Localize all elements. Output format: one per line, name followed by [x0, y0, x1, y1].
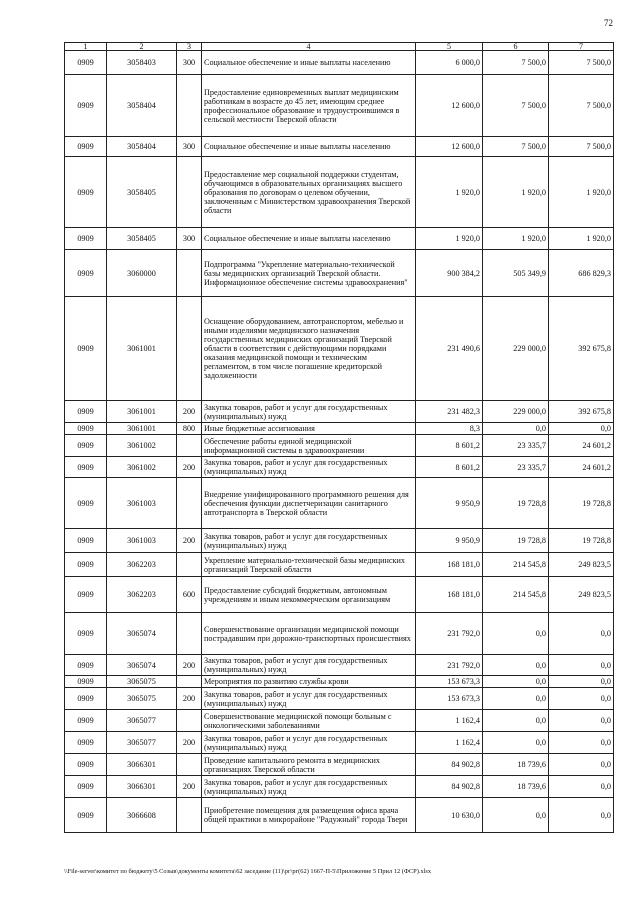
amount-col5: 9 950,9 [416, 529, 483, 553]
amount-col6: 19 728,8 [483, 529, 549, 553]
amount-col6: 7 500,0 [483, 137, 549, 157]
table-row [65, 613, 614, 655]
code-target: 3058404 [107, 137, 177, 157]
code-expense-type: 200 [177, 457, 202, 478]
code-target: 3058403 [107, 51, 177, 75]
table-row [65, 732, 614, 754]
code-section: 0909 [65, 51, 107, 75]
amount-col7: 0,0 [549, 732, 614, 754]
amount-col5: 10 630,0 [416, 798, 483, 833]
description: Закупка товаров, работ и услуг для государственных (муниципальных) нужд [202, 529, 416, 553]
code-expense-type [177, 676, 202, 688]
amount-col7: 0,0 [549, 776, 614, 798]
description: Иные бюджетные ассигнования [202, 423, 416, 435]
table-row [65, 688, 614, 710]
amount-col6: 0,0 [483, 710, 549, 732]
table-row [65, 228, 614, 250]
table-row [65, 710, 614, 732]
table-row [65, 435, 614, 457]
code-expense-type: 200 [177, 401, 202, 423]
code-expense-type [177, 754, 202, 776]
table-row [65, 137, 614, 157]
amount-col6: 0,0 [483, 732, 549, 754]
table-row [65, 157, 614, 228]
code-section: 0909 [65, 529, 107, 553]
column-header: 5 [416, 43, 483, 51]
description: Закупка товаров, работ и услуг для государственных (муниципальных) нужд [202, 732, 416, 754]
amount-col7: 19 728,8 [549, 529, 614, 553]
code-expense-type [177, 798, 202, 833]
code-expense-type: 800 [177, 423, 202, 435]
amount-col7: 0,0 [549, 676, 614, 688]
code-section: 0909 [65, 688, 107, 710]
code-expense-type [177, 250, 202, 297]
code-target: 3061001 [107, 423, 177, 435]
code-section: 0909 [65, 613, 107, 655]
column-header: 3 [177, 43, 202, 51]
amount-col5: 1 162,4 [416, 732, 483, 754]
code-section: 0909 [65, 228, 107, 250]
description: Совершенствование медицинской помощи больным с онкологическими заболеваниями [202, 710, 416, 732]
amount-col6: 23 335,7 [483, 457, 549, 478]
amount-col5: 9 950,9 [416, 478, 483, 529]
code-expense-type: 200 [177, 776, 202, 798]
code-expense-type: 300 [177, 228, 202, 250]
amount-col6: 18 739,6 [483, 776, 549, 798]
code-target: 3061002 [107, 435, 177, 457]
amount-col7: 7 500,0 [549, 75, 614, 137]
code-section: 0909 [65, 157, 107, 228]
amount-col6: 0,0 [483, 798, 549, 833]
code-target: 3058405 [107, 157, 177, 228]
table-row [65, 401, 614, 423]
amount-col6: 1 920,0 [483, 228, 549, 250]
table-row [65, 478, 614, 529]
amount-col7: 0,0 [549, 798, 614, 833]
code-section: 0909 [65, 577, 107, 613]
code-expense-type [177, 435, 202, 457]
amount-col6: 214 545,8 [483, 553, 549, 577]
amount-col7: 7 500,0 [549, 51, 614, 75]
amount-col7: 1 920,0 [549, 228, 614, 250]
code-section: 0909 [65, 710, 107, 732]
amount-col7: 7 500,0 [549, 137, 614, 157]
table-row [65, 776, 614, 798]
header-row [65, 43, 614, 51]
amount-col6: 229 000,0 [483, 297, 549, 401]
amount-col7: 249 823,5 [549, 553, 614, 577]
description: Внедрение унифицированного программного решения для обеспечения функции диспетчеризации санитарного автотранспорта в Тверской области [202, 478, 416, 529]
code-target: 3066608 [107, 798, 177, 833]
amount-col6: 0,0 [483, 423, 549, 435]
amount-col6: 0,0 [483, 655, 549, 676]
code-expense-type [177, 613, 202, 655]
code-expense-type: 600 [177, 577, 202, 613]
amount-col5: 1 920,0 [416, 157, 483, 228]
code-section: 0909 [65, 435, 107, 457]
description: Проведение капитального ремонта в медицинских организациях Тверской области [202, 754, 416, 776]
amount-col5: 84 902,8 [416, 754, 483, 776]
code-expense-type [177, 710, 202, 732]
code-target: 3061003 [107, 478, 177, 529]
table-row [65, 676, 614, 688]
amount-col6: 214 545,8 [483, 577, 549, 613]
amount-col5: 12 600,0 [416, 75, 483, 137]
description: Предоставление единовременных выплат медицинским работникам в возрасте до 45 лет, имеющим среднее профессиональное образование и трудоустроившимся в сельской местности Тверской области [202, 75, 416, 137]
code-target: 3062203 [107, 577, 177, 613]
amount-col7: 24 601,2 [549, 435, 614, 457]
code-target: 3065075 [107, 688, 177, 710]
amount-col6: 7 500,0 [483, 51, 549, 75]
amount-col5: 231 792,0 [416, 613, 483, 655]
code-target: 3058404 [107, 75, 177, 137]
code-section: 0909 [65, 401, 107, 423]
amount-col5: 231 490,6 [416, 297, 483, 401]
code-expense-type: 200 [177, 529, 202, 553]
description: Совершенствование организации медицинской помощи пострадавшим при дорожно-транспортных происшествиях [202, 613, 416, 655]
amount-col7: 1 920,0 [549, 157, 614, 228]
description: Социальное обеспечение и иные выплаты населению [202, 137, 416, 157]
amount-col6: 1 920,0 [483, 157, 549, 228]
description: Закупка товаров, работ и услуг для государственных (муниципальных) нужд [202, 776, 416, 798]
code-target: 3065077 [107, 710, 177, 732]
amount-col6: 7 500,0 [483, 75, 549, 137]
code-section: 0909 [65, 75, 107, 137]
description: Оснащение оборудованием, автотранспортом, мебелью и иными изделиями медицинского назначения государственных медицинских организаций Тверской области в соответствии с действующими порядками оказания медицинской помощи и техническим регламентом, в том числе погашение кредиторской задолженности [202, 297, 416, 401]
table-row [65, 754, 614, 776]
column-header: 1 [65, 43, 107, 51]
code-target: 3061001 [107, 297, 177, 401]
code-target: 3058405 [107, 228, 177, 250]
amount-col5: 6 000,0 [416, 51, 483, 75]
amount-col7: 686 829,3 [549, 250, 614, 297]
description: Закупка товаров, работ и услуг для государственных (муниципальных) нужд [202, 655, 416, 676]
amount-col5: 12 600,0 [416, 137, 483, 157]
amount-col5: 231 792,0 [416, 655, 483, 676]
amount-col7: 249 823,5 [549, 577, 614, 613]
page-number: 72 [604, 18, 613, 28]
table-row [65, 75, 614, 137]
code-expense-type: 200 [177, 732, 202, 754]
code-target: 3060000 [107, 250, 177, 297]
amount-col7: 0,0 [549, 613, 614, 655]
code-section: 0909 [65, 457, 107, 478]
code-target: 3065075 [107, 676, 177, 688]
code-section: 0909 [65, 250, 107, 297]
code-section: 0909 [65, 798, 107, 833]
code-target: 3065077 [107, 732, 177, 754]
amount-col6: 0,0 [483, 676, 549, 688]
code-expense-type: 200 [177, 688, 202, 710]
description: Закупка товаров, работ и услуг для государственных (муниципальных) нужд [202, 401, 416, 423]
column-header: 6 [483, 43, 549, 51]
code-target: 3061002 [107, 457, 177, 478]
code-section: 0909 [65, 553, 107, 577]
amount-col6: 18 739,6 [483, 754, 549, 776]
code-expense-type: 200 [177, 655, 202, 676]
amount-col5: 168 181,0 [416, 577, 483, 613]
code-expense-type [177, 297, 202, 401]
amount-col6: 229 000,0 [483, 401, 549, 423]
code-target: 3066301 [107, 776, 177, 798]
description: Мероприятия по развитию службы крови [202, 676, 416, 688]
code-expense-type: 300 [177, 137, 202, 157]
description: Социальное обеспечение и иные выплаты населению [202, 228, 416, 250]
amount-col6: 505 349,9 [483, 250, 549, 297]
amount-col6: 0,0 [483, 688, 549, 710]
amount-col5: 8 601,2 [416, 457, 483, 478]
amount-col6: 23 335,7 [483, 435, 549, 457]
code-expense-type: 300 [177, 51, 202, 75]
amount-col7: 0,0 [549, 710, 614, 732]
table-row [65, 553, 614, 577]
budget-table [64, 42, 614, 833]
table-row [65, 655, 614, 676]
description: Обеспечение работы единой медицинской информационной системы в здравоохранении [202, 435, 416, 457]
amount-col5: 8 601,2 [416, 435, 483, 457]
column-header: 4 [202, 43, 416, 51]
code-section: 0909 [65, 732, 107, 754]
table-row [65, 51, 614, 75]
code-section: 0909 [65, 676, 107, 688]
code-target: 3066301 [107, 754, 177, 776]
description: Закупка товаров, работ и услуг для государственных (муниципальных) нужд [202, 457, 416, 478]
amount-col5: 168 181,0 [416, 553, 483, 577]
table-row [65, 798, 614, 833]
amount-col7: 0,0 [549, 688, 614, 710]
amount-col5: 153 673,3 [416, 688, 483, 710]
amount-col7: 392 675,8 [549, 297, 614, 401]
table-row [65, 250, 614, 297]
code-section: 0909 [65, 297, 107, 401]
table-row [65, 457, 614, 478]
amount-col7: 0,0 [549, 423, 614, 435]
amount-col5: 1 920,0 [416, 228, 483, 250]
amount-col5: 1 162,4 [416, 710, 483, 732]
code-expense-type [177, 157, 202, 228]
code-section: 0909 [65, 423, 107, 435]
code-section: 0909 [65, 754, 107, 776]
code-target: 3061003 [107, 529, 177, 553]
amount-col5: 900 384,2 [416, 250, 483, 297]
amount-col5: 231 482,3 [416, 401, 483, 423]
table-row [65, 577, 614, 613]
description: Приобретение помещения для размещения офиса врача общей практики в микрорайоне "Радужный" города Твери [202, 798, 416, 833]
amount-col7: 24 601,2 [549, 457, 614, 478]
code-target: 3065074 [107, 655, 177, 676]
amount-col5: 153 673,3 [416, 676, 483, 688]
amount-col7: 0,0 [549, 754, 614, 776]
code-expense-type [177, 553, 202, 577]
code-expense-type [177, 75, 202, 137]
amount-col6: 19 728,8 [483, 478, 549, 529]
amount-col7: 392 675,8 [549, 401, 614, 423]
description: Предоставление мер социальной поддержки студентам, обучающимся в образовательных организациях высшего образования по договорам о целевом обучении, заключенным с Министерством здравоохранения Тверской области [202, 157, 416, 228]
description: Подпрограмма "Укрепление материально-технической базы медицинских организаций Тверской области. Информационное обеспечение системы здравоохранения" [202, 250, 416, 297]
file-path-footer: \\File-server\комитет по бюджету\5 Созыв\документы комитета\62 заседание (11)\рг\рг(62) 1667-П-5\Приложение 5 Прил 12 (ФСР).xlsx [64, 868, 432, 875]
table-row [65, 529, 614, 553]
code-target: 3065074 [107, 613, 177, 655]
amount-col5: 84 902,8 [416, 776, 483, 798]
description: Социальное обеспечение и иные выплаты населению [202, 51, 416, 75]
code-section: 0909 [65, 137, 107, 157]
code-section: 0909 [65, 478, 107, 529]
description: Предоставление субсидий бюджетным, автономным учреждениям и иным некоммерческим организациям [202, 577, 416, 613]
amount-col6: 0,0 [483, 613, 549, 655]
amount-col7: 0,0 [549, 655, 614, 676]
code-section: 0909 [65, 776, 107, 798]
code-target: 3062203 [107, 553, 177, 577]
column-header: 2 [107, 43, 177, 51]
description: Укрепление материально-технической базы медицинских организаций Тверской области [202, 553, 416, 577]
amount-col7: 19 728,8 [549, 478, 614, 529]
code-target: 3061001 [107, 401, 177, 423]
description: Закупка товаров, работ и услуг для государственных (муниципальных) нужд [202, 688, 416, 710]
amount-col5: 8,3 [416, 423, 483, 435]
code-section: 0909 [65, 655, 107, 676]
table-row [65, 297, 614, 401]
column-header: 7 [549, 43, 614, 51]
table-row [65, 423, 614, 435]
code-expense-type [177, 478, 202, 529]
